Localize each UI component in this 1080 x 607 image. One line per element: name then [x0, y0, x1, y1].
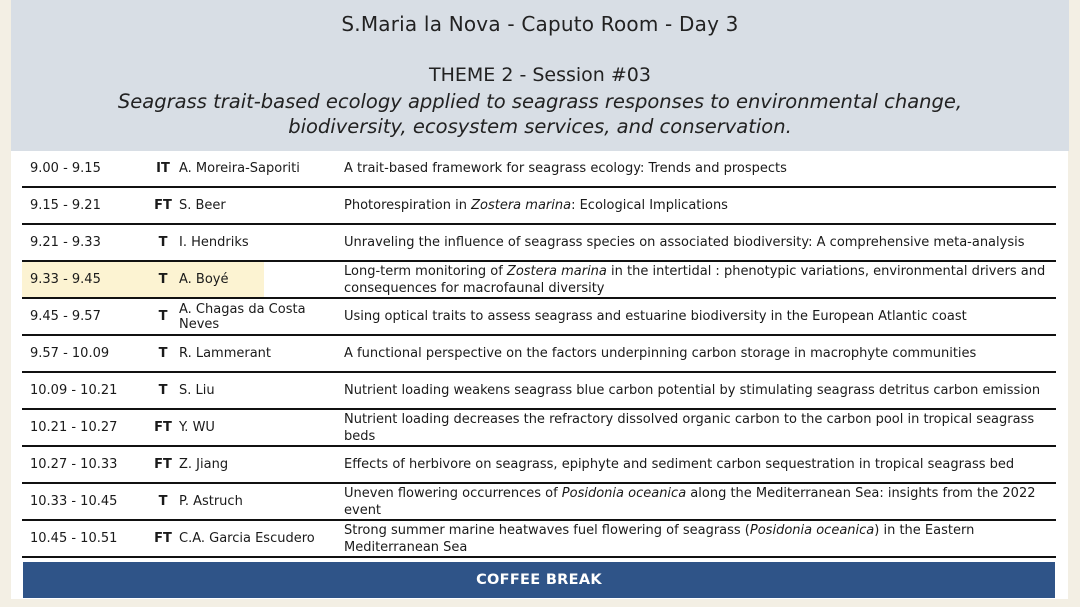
- title-text: in the intertidal : phenotypic variations, environmental drivers and consequences for macrofaunal diversity: [344, 263, 1046, 296]
- time-slot: 10.33 - 10.45: [30, 494, 118, 509]
- subtitle-line-2: biodiversity, ecosystem services, and conservation.: [288, 115, 792, 138]
- table-row: [22, 336, 1056, 373]
- session-header: [11, 0, 1069, 151]
- time-slot: 9.21 - 9.33: [30, 235, 101, 250]
- table-row: [22, 299, 1056, 336]
- time-slot: 9.45 - 9.57: [30, 309, 101, 324]
- talk-type: FT: [154, 420, 172, 435]
- title-text: Unraveling the influence of seagrass species on associated biodiversity: A comprehensive meta-analysis: [344, 235, 1025, 250]
- talk-type: FT: [154, 531, 172, 546]
- species-name: Posidonia oceanica: [749, 522, 875, 538]
- title-text: Effects of herbivore on seagrass, epiphyte and sediment carbon sequestration in tropical seagrass bed: [344, 457, 1015, 472]
- title-text: along the Mediterranean Sea: insights from the 2022 event: [344, 485, 1036, 518]
- talk-title: [344, 151, 1052, 186]
- talk-type: FT: [154, 198, 172, 213]
- page-margin-right: [1068, 0, 1080, 607]
- talk-title: [344, 299, 1052, 334]
- species-name: Posidonia oceanica: [561, 485, 687, 501]
- speaker-name: Y. WU: [179, 420, 215, 435]
- talk-type: FT: [154, 457, 172, 472]
- title-text: Nutrient loading decreases the refractory dissolved organic carbon to the carbon pool in tropical seagrass beds: [344, 411, 1035, 444]
- time-slot: 10.21 - 10.27: [30, 420, 118, 435]
- species-name: Zostera marina: [471, 198, 572, 213]
- speaker-name: Z. Jiang: [179, 457, 229, 472]
- talk-type: IT: [156, 161, 170, 176]
- table-row: [22, 447, 1056, 484]
- table-row: [22, 521, 1056, 558]
- coffee-break-banner: COFFEE BREAK: [23, 562, 1055, 598]
- table-row: [22, 151, 1056, 188]
- time-slot: 9.57 - 10.09: [30, 346, 110, 361]
- title-text: : Ecological Implications: [571, 198, 728, 213]
- speaker-name: A. Boyé: [179, 272, 229, 287]
- table-row: [22, 410, 1056, 447]
- talk-title: [344, 188, 1052, 223]
- talk-type: T: [158, 272, 168, 287]
- talk-type: T: [158, 494, 168, 509]
- table-row: [22, 262, 1056, 299]
- speaker-name: S. Liu: [179, 383, 215, 398]
- talk-title: [344, 262, 1052, 297]
- talk-title: [344, 410, 1052, 445]
- title-text: Nutrient loading weakens seagrass blue carbon potential by stimulating seagrass detritus carbon emission: [344, 383, 1041, 398]
- time-slot: 10.45 - 10.51: [30, 531, 118, 546]
- talk-title: [344, 373, 1052, 408]
- title-text: Using optical traits to assess seagrass and estuarine biodiversity in the European Atlantic coast: [344, 309, 967, 324]
- table-row: [22, 373, 1056, 410]
- time-slot: 9.15 - 9.21: [30, 198, 101, 213]
- title-text: Strong summer marine heatwaves fuel flowering of seagrass (: [344, 522, 750, 538]
- talk-title: [344, 336, 1052, 371]
- room-title: S.Maria la Nova - Caputo Room - Day 3: [341, 12, 739, 36]
- speaker-name: A. Moreira-Saporiti: [179, 161, 300, 176]
- theme-title: THEME 2 - Session #03: [429, 64, 651, 86]
- page-margin-left: [0, 0, 11, 607]
- session-subtitle: [11, 89, 1069, 139]
- time-slot: 10.27 - 10.33: [30, 457, 118, 472]
- table-row: [22, 225, 1056, 262]
- title-text: A trait-based framework for seagrass ecology: Trends and prospects: [344, 161, 787, 176]
- talk-type: T: [158, 309, 168, 324]
- talk-type: T: [158, 346, 168, 361]
- page-margin-bottom: [0, 599, 1080, 607]
- species-name: Zostera marina: [506, 263, 607, 279]
- speaker-name: I. Hendriks: [179, 235, 249, 250]
- title-text: Uneven flowering occurrences of: [344, 485, 562, 501]
- speaker-name: P. Astruch: [179, 494, 243, 509]
- subtitle-line-1: Seagrass trait-based ecology applied to seagrass responses to environmental change,: [117, 90, 963, 113]
- talk-type: T: [158, 235, 168, 250]
- title-text: A functional perspective on the factors underpinning carbon storage in macrophyte communities: [344, 346, 977, 361]
- talk-title: [344, 521, 1052, 556]
- title-text: Photorespiration in: [344, 198, 472, 213]
- table-row: [22, 484, 1056, 521]
- talk-title: [344, 447, 1052, 482]
- talk-title: [344, 484, 1052, 519]
- title-text: ) in the Eastern Mediterranean Sea: [344, 522, 975, 555]
- speaker-name: R. Lammerant: [179, 346, 272, 361]
- time-slot: 9.00 - 9.15: [30, 161, 101, 176]
- speaker-name: S. Beer: [179, 198, 226, 213]
- talk-type: T: [158, 383, 168, 398]
- table-row: [22, 188, 1056, 225]
- title-text: Long-term monitoring of: [344, 263, 507, 279]
- time-slot: 10.09 - 10.21: [30, 383, 118, 398]
- talk-title: [344, 225, 1052, 260]
- speaker-name: C.A. Garcia Escudero: [179, 531, 315, 546]
- time-slot: 9.33 - 9.45: [30, 272, 101, 287]
- schedule-table: [22, 151, 1056, 558]
- speaker-name: A. Chagas da Costa Neves: [179, 301, 306, 332]
